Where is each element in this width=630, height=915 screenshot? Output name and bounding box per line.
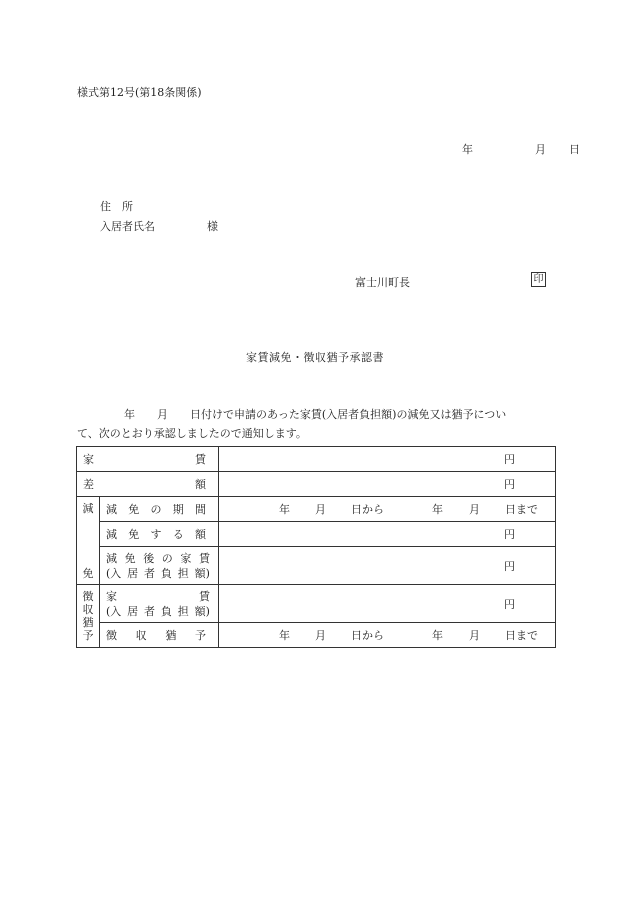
after-rent-label-line1: 減 免 後 の 家 賃 — [106, 551, 210, 565]
honorific: 様 — [207, 220, 218, 233]
rent-label-b: 賃 — [195, 453, 206, 466]
date-day: 日 — [569, 143, 580, 156]
table-row-reduction-amount — [77, 522, 556, 547]
postpone-rent-label-line1: 家 賃 — [106, 589, 210, 603]
reduction-group-cell — [77, 497, 100, 585]
postpone-rent-value-cell — [219, 585, 556, 623]
table-row-difference — [77, 472, 556, 497]
approval-table — [76, 446, 556, 648]
table-row-reduction-period — [77, 497, 556, 522]
reduction-amount-value-cell — [219, 522, 556, 547]
address-label: 住 所 — [100, 200, 133, 213]
issuer-title: 富士川町長 — [355, 276, 410, 289]
reduction-period-label: 減 免 の 期 間 — [106, 503, 206, 516]
date-year: 年 — [462, 143, 473, 156]
reduction-group-bottom: 免 — [82, 566, 94, 580]
rent-label-a: 家 — [83, 453, 94, 466]
form-number: 様式第12号(第18条関係) — [77, 86, 202, 99]
reduction-period-value: 年 月 日から 年 月 日まで — [219, 497, 556, 522]
after-rent-unit: 円 — [504, 559, 515, 573]
postpone-period-label: 徴 収 猶 予 — [106, 629, 206, 642]
rent-unit: 円 — [504, 453, 515, 466]
seal-mark: 印 — [531, 272, 546, 287]
difference-unit: 円 — [504, 478, 515, 491]
table-row-after-rent — [77, 547, 556, 585]
reduction-amount-unit: 円 — [504, 528, 515, 541]
issue-date — [462, 141, 580, 157]
reduction-amount-label: 減 免 す る 額 — [106, 528, 206, 541]
difference-label-b: 額 — [195, 478, 206, 491]
after-rent-label-line2: (入 居 者 負 担 額) — [106, 566, 210, 580]
resident-name-label: 入居者氏名 — [100, 220, 155, 233]
postpone-rent-unit: 円 — [504, 597, 515, 611]
reduction-group-top: 減 — [82, 501, 94, 515]
postpone-period-value: 年 月 日から 年 月 日まで — [219, 623, 556, 648]
table-row-rent — [77, 447, 556, 472]
postpone-rent-label-line2: (入 居 者 負 担 額) — [106, 604, 210, 618]
body-text-line2: て、次のとおり承認しましたので通知します。 — [77, 427, 307, 440]
after-rent-value-cell — [219, 547, 556, 585]
document-title: 家賃減免・徴収猶予承認書 — [246, 351, 384, 364]
postpone-group-cell: 徴 収 猶 予 — [77, 585, 100, 648]
difference-label-a: 差 — [83, 478, 94, 491]
table-row-postpone-rent — [77, 585, 556, 623]
rent-value-cell — [219, 447, 556, 472]
table-row-postpone-period — [77, 623, 556, 648]
difference-value-cell — [219, 472, 556, 497]
date-month: 月 — [535, 143, 546, 156]
body-text-line1: 年 月 日付けで申請のあった家賃(入居者負担額)の減免又は猶予につい — [124, 408, 507, 421]
